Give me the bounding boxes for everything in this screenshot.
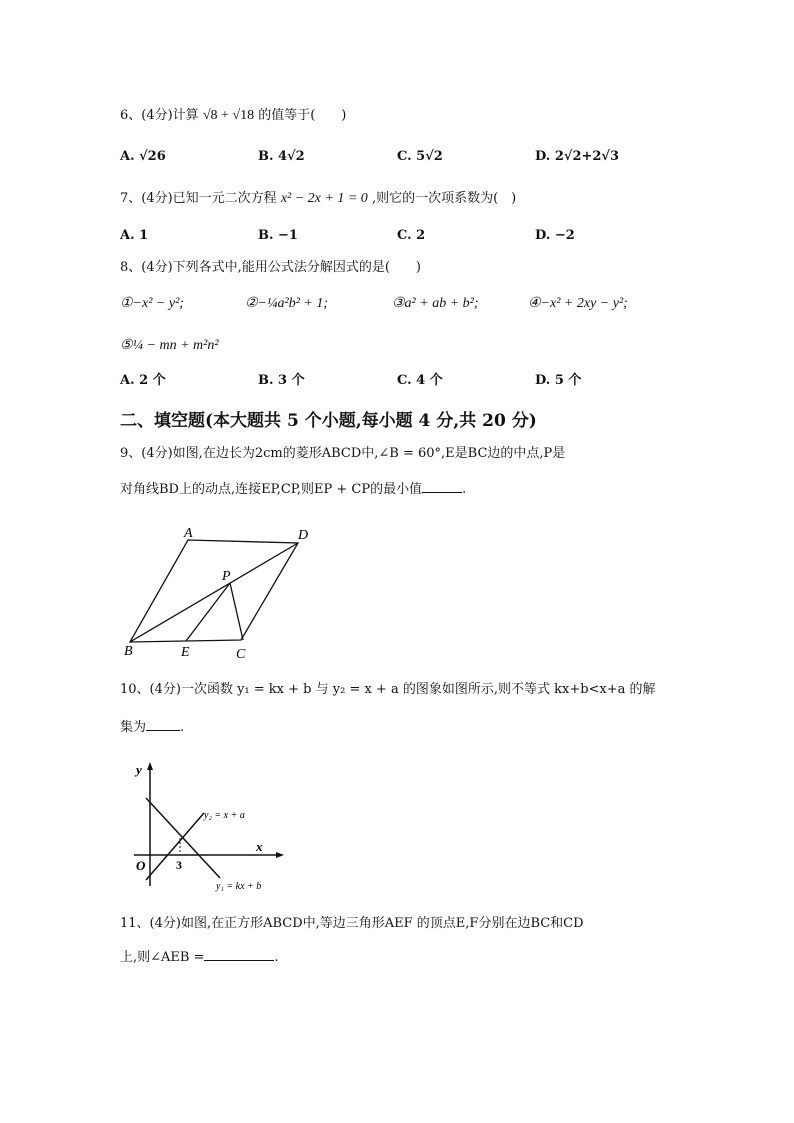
q10-answer-blank[interactable] [146,716,180,731]
segment-cp [230,583,243,640]
q6-option-d[interactable]: D. 2√2+2√3 [535,149,620,164]
diagonal-bd [130,543,298,642]
label-e: E [181,645,190,660]
label-y1: y₁ = kx + b [216,881,262,892]
y-axis-arrow [147,762,153,770]
q9-answer-blank[interactable] [422,478,462,493]
q6-option-c[interactable]: C. 5√2 [397,149,443,164]
rhombus-figure [118,522,318,662]
q10-line-2-text: 集为 [120,720,147,735]
q8-item-2: ②−¼a²b² + 1; [245,296,329,311]
line-y2 [146,813,204,880]
q8-option-a[interactable]: A. 2 个 [120,373,166,388]
q7-stem-a: 7、(4分)已知一元二次方程 [120,191,277,206]
q8-item-3: ③a² + ab + b²; [392,296,479,311]
q8-item-5: ⑤¼ − mn + m²n² [120,338,219,353]
linear-functions-graph [128,758,300,898]
q11-end: . [274,950,279,965]
q11-line-2-text: 上,则∠AEB = [120,950,205,965]
x-axis-arrow [276,852,284,858]
label-y: y [136,762,142,777]
q7-option-c[interactable]: C. 2 [397,228,426,243]
q9-line-2 [120,478,466,500]
segment-ep [186,583,230,641]
q10-line-2 [120,716,184,738]
q7-stem-b: ,则它的一次项系数为( ) [371,191,517,206]
q11-answer-blank[interactable] [204,946,274,961]
label-d: D [298,528,309,543]
q8-option-d[interactable]: D. 5 个 [535,373,582,388]
q7-option-a[interactable]: A. 1 [120,228,149,243]
q8-item-1: ①−x² − y²; [120,296,184,311]
q8-item-4: ④−x² + 2xy − y²; [528,296,628,311]
label-p: P [222,569,231,584]
section-title: 二、填空题(本大题共 5 个小题,每小题 4 分,共 20 分) [120,411,537,431]
label-x: x [256,839,263,854]
q6-expression: √8 + √18 [202,108,255,123]
q8-option-b[interactable]: B. 3 个 [258,373,305,388]
label-origin: O [136,858,146,873]
q6-option-a[interactable]: A. √26 [120,149,166,164]
q10-line-1: 10、(4分)一次函数 y₁ = kx + b 与 y₂ = x + a 的图象如图所示,则不等式 kx+b<x+a 的解 [120,682,656,697]
q9-line-2-text: 对角线BD上的动点,连接EP,CP,则EP + CP的最小值 [120,482,423,497]
q6-stem-a: 6、(4分)计算 [120,108,199,123]
q6-stem [120,106,346,126]
q7-stem [120,189,516,209]
label-three: 3 [176,858,182,872]
label-b: B [124,644,133,659]
q11-line-2 [120,946,279,968]
q8-option-c[interactable]: C. 4 个 [397,373,443,388]
q9-end: . [462,482,467,497]
q6-stem-b: 的值等于( ) [258,108,347,123]
label-y2: y₂ = x + a [204,810,245,821]
q9-line-1: 9、(4分)如图,在边长为2cm的菱形ABCD中,∠B = 60°,E是BC边的中点,P是 [120,446,566,461]
q7-expression: x² − 2x + 1 = 0 [280,191,368,206]
q11-line-1: 11、(4分)如图,在正方形ABCD中,等边三角形AEF 的顶点E,F分别在边BC和CD [120,916,584,931]
q6-option-b[interactable]: B. 4√2 [258,149,305,164]
label-a: A [184,526,193,541]
q10-end: . [180,720,185,735]
q8-stem: 8、(4分)下列各式中,能用公式法分解因式的是( ) [120,260,421,275]
q7-option-b[interactable]: B. −1 [258,228,298,243]
label-c: C [236,647,246,662]
q7-option-d[interactable]: D. −2 [535,228,575,243]
